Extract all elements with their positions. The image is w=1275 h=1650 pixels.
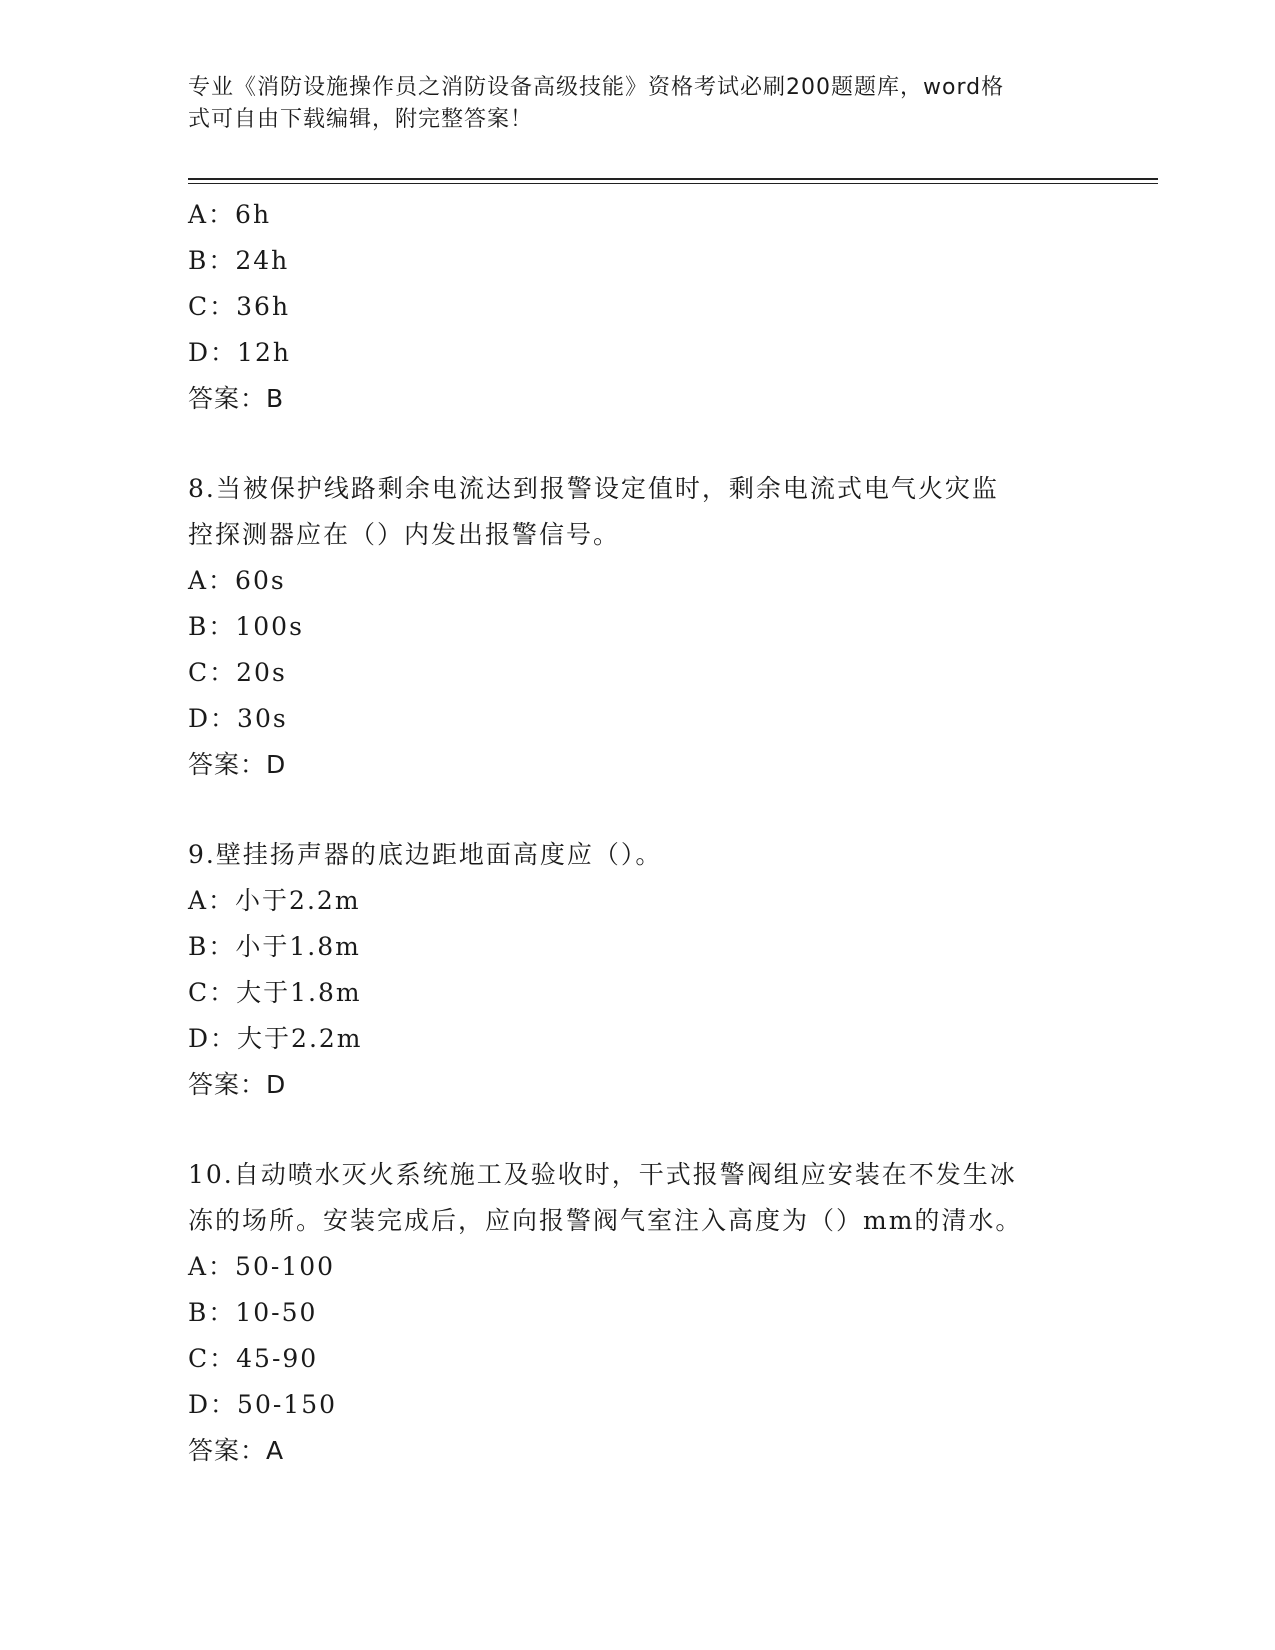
question-stem-cont: 控探测器应在（）内发出报警信号。 [188,520,621,549]
option-a: A：60s [188,566,286,595]
question-7 [188,192,1088,422]
question-stem: 10.自动喷水灭火系统施工及验收时，干式报警阀组应安装在不发生冰 [188,1160,1017,1189]
header-line-1: 专业《消防设施操作员之消防设备高级技能》资格考试必刷200题题库，word格 [188,75,1005,100]
answer-line: 答案：D [188,750,287,779]
option-c: C：45-90 [188,1344,319,1373]
question-8 [188,466,1088,788]
option-b: B：10-50 [188,1298,318,1327]
header-divider-thick [188,178,1158,180]
option-b: B：24h [188,246,290,275]
question-stem-cont: 冻的场所。安装完成后，应向报警阀气室注入高度为（）mm的清水。 [188,1206,1023,1235]
answer-line: 答案：A [188,1436,285,1465]
option-d: D：30s [188,704,288,733]
option-b: B：100s [188,612,304,641]
option-c: C：36h [188,292,291,321]
question-list [188,192,1088,1474]
option-c: C：20s [188,658,287,687]
document-header [188,72,1068,136]
option-a: A：小于2.2m [188,886,361,915]
option-c: C：大于1.8m [188,978,362,1007]
option-b: B：小于1.8m [188,932,361,961]
header-line-2: 式可自由下载编辑，附完整答案！ [188,107,534,132]
option-a: A：50-100 [188,1252,336,1281]
question-10 [188,1152,1088,1474]
answer-line: 答案：D [188,1070,287,1099]
answer-line: 答案：B [188,384,285,413]
question-stem: 8.当被保护线路剩余电流达到报警设定值时，剩余电流式电气火灾监 [188,474,999,503]
option-d: D：50-150 [188,1390,338,1419]
option-a: A：6h [188,200,272,229]
option-d: D：大于2.2m [188,1024,363,1053]
header-divider-thin [188,183,1158,184]
question-stem: 9.壁挂扬声器的底边距地面高度应（）。 [188,840,663,869]
option-d: D：12h [188,338,291,367]
question-9 [188,832,1088,1108]
